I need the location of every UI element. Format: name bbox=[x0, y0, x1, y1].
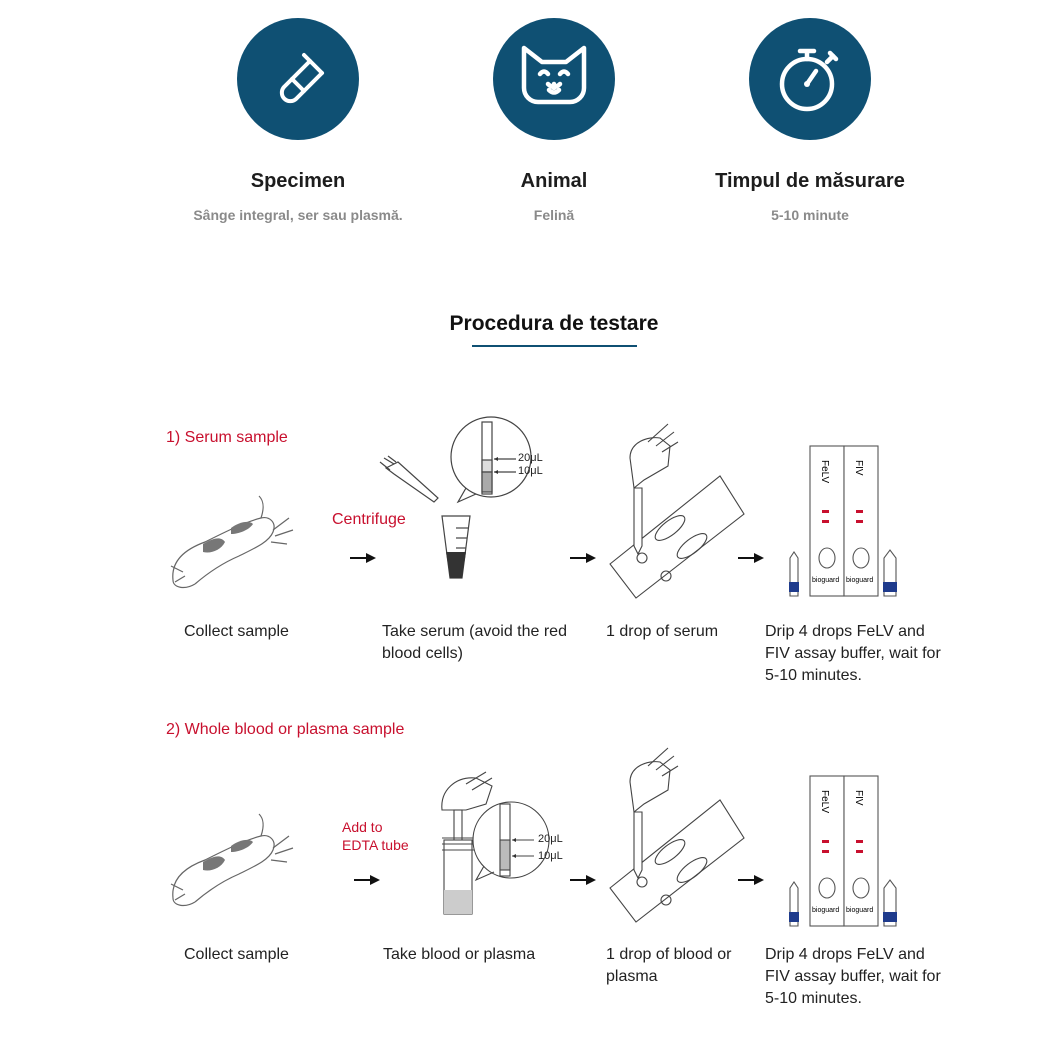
feature-subtitle: Felină bbox=[533, 207, 575, 223]
step-caption: Drip 4 drops FeLV and FIV assay buffer, wait for 5-10 minutes. bbox=[765, 623, 941, 684]
step-caption: Collect sample bbox=[184, 623, 289, 640]
cat-face-icon bbox=[516, 44, 592, 114]
test-cassette-dropper bbox=[608, 742, 748, 922]
volume-10-label: 10μL bbox=[518, 465, 543, 477]
feature-animal bbox=[424, 18, 684, 223]
felv-device-label: FeLV bbox=[819, 790, 830, 814]
fiv-device-label: FIV bbox=[853, 460, 864, 476]
animal-circle bbox=[493, 18, 615, 140]
arrow-icon bbox=[354, 875, 380, 885]
feature-time bbox=[680, 18, 940, 223]
fiv-device-label: FIV bbox=[853, 790, 864, 806]
whole-blood-label: 2) Whole blood or plasma sample bbox=[166, 721, 405, 738]
edta-tube-illustration bbox=[436, 770, 576, 920]
volume-10-label: 10μL bbox=[538, 850, 563, 862]
procedure-title: Procedura de testare bbox=[449, 312, 659, 335]
step-caption: Drip 4 drops FeLV and FIV assay buffer, wait for 5-10 minutes. bbox=[765, 946, 941, 1007]
brand-label: bioguard bbox=[846, 577, 874, 584]
serum-sample-label: 1) Serum sample bbox=[166, 429, 288, 446]
feature-title: Animal bbox=[520, 170, 588, 192]
specimen-circle bbox=[237, 18, 359, 140]
stopwatch-icon bbox=[773, 42, 847, 116]
felv-device-label: FeLV bbox=[819, 460, 830, 484]
felv-fiv-device bbox=[786, 776, 916, 932]
arrow-icon bbox=[350, 553, 376, 563]
arrow-icon bbox=[738, 553, 764, 563]
brand-label: bioguard bbox=[846, 907, 874, 914]
volume-20-label: 20μL bbox=[518, 452, 543, 464]
step-caption: 1 drop of blood or plasma bbox=[606, 946, 732, 985]
cat-illustration bbox=[165, 810, 305, 910]
feature-specimen bbox=[168, 18, 428, 223]
feature-subtitle: 5-10 minute bbox=[771, 207, 849, 223]
edta-line-2: EDTA tube bbox=[342, 837, 409, 853]
test-tube-icon bbox=[266, 47, 330, 111]
step-caption: 1 drop of serum bbox=[606, 623, 719, 640]
cat-illustration bbox=[165, 492, 305, 592]
centrifuge-label: Centrifuge bbox=[332, 511, 406, 528]
title-underline bbox=[472, 345, 637, 347]
step-caption: Take serum (avoid the red blood cells) bbox=[382, 623, 567, 662]
test-cassette-dropper bbox=[608, 418, 748, 598]
felv-fiv-device bbox=[786, 446, 916, 602]
volume-20-label: 20μL bbox=[538, 833, 563, 845]
feature-subtitle: Sânge integral, ser sau plasmă. bbox=[193, 207, 403, 223]
feature-title: Timpul de măsurare bbox=[715, 170, 905, 192]
centrifuge-tube-illustration bbox=[376, 402, 556, 592]
arrow-icon bbox=[570, 875, 596, 885]
time-circle bbox=[749, 18, 871, 140]
arrow-icon bbox=[738, 875, 764, 885]
arrow-icon bbox=[570, 553, 596, 563]
feature-title: Specimen bbox=[250, 170, 346, 192]
edta-line-1: Add to bbox=[342, 819, 383, 835]
step-caption: Take blood or plasma bbox=[383, 946, 536, 963]
edta-label bbox=[342, 818, 409, 854]
brand-label: bioguard bbox=[812, 577, 840, 584]
brand-label: bioguard bbox=[812, 907, 840, 914]
step-caption: Collect sample bbox=[184, 946, 289, 963]
